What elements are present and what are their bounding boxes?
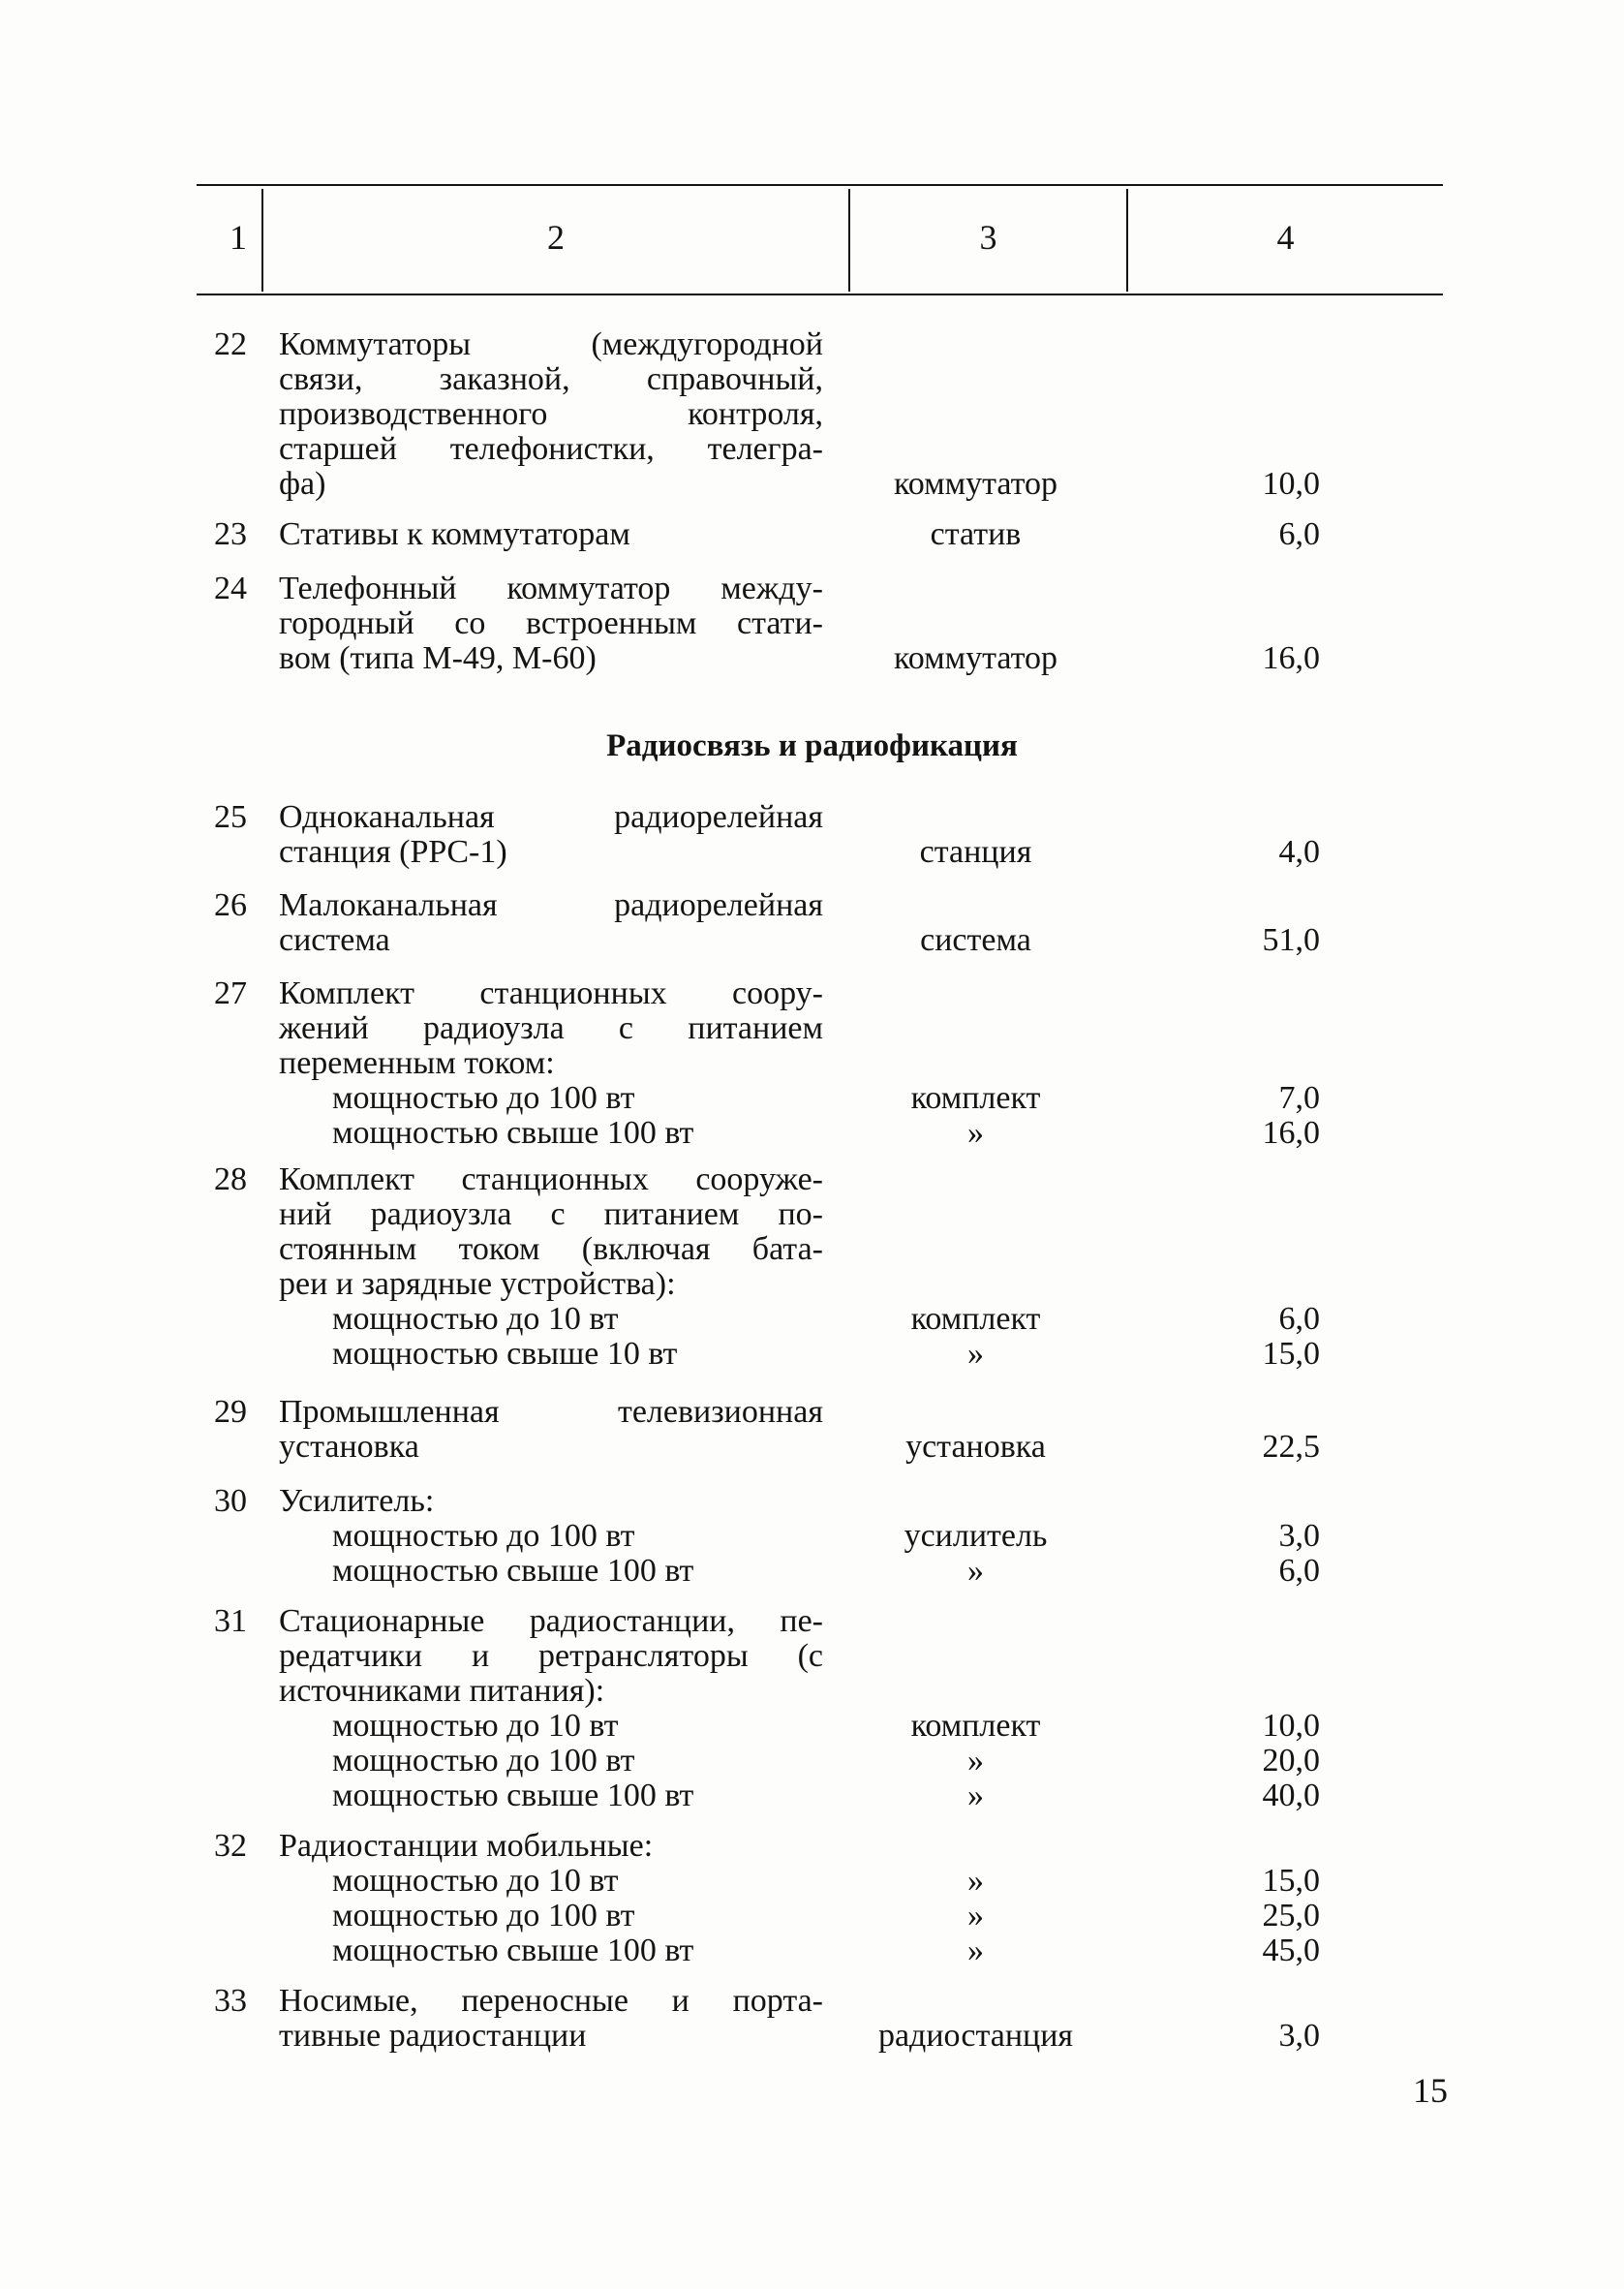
unit-of-measure: комплект (910, 1708, 1041, 1744)
norm-value: 16,0 (1262, 1115, 1320, 1151)
norm-value: 6,0 (1278, 1553, 1320, 1589)
norm-value: 16,0 (1262, 640, 1320, 676)
item-description (279, 1162, 823, 1372)
row-number: 24 (214, 571, 247, 606)
norm-value: 22,5 (1262, 1429, 1320, 1465)
norm-value: 6,0 (1278, 516, 1320, 552)
sub-item-line: мощностью до 100 вт (332, 1743, 635, 1779)
page-number: 15 (1413, 2071, 1448, 2110)
description-line: Промышленная телевизионная (279, 1394, 823, 1430)
item-description (279, 1604, 823, 1813)
unit-of-measure: установка (905, 1429, 1046, 1465)
sub-item-line: мощностью свыше 100 вт (332, 1933, 694, 1968)
item-description (279, 517, 823, 552)
unit-of-measure: » (967, 1336, 984, 1372)
item-description (279, 888, 823, 958)
norm-value: 7,0 (1278, 1080, 1320, 1116)
item-description (279, 1484, 823, 1589)
row-number: 22 (214, 326, 247, 362)
unit-of-measure: усилитель (904, 1518, 1048, 1554)
unit-of-measure: комплект (910, 1080, 1041, 1116)
column-header-3: 3 (979, 218, 997, 257)
unit-of-measure: радиостанция (877, 2018, 1074, 2054)
row-number: 30 (214, 1483, 247, 1519)
row-number: 33 (214, 1983, 247, 2019)
unit-of-measure: комплект (910, 1301, 1041, 1337)
unit-of-measure: » (967, 1933, 984, 1968)
item-description (279, 976, 823, 1151)
unit-of-measure: » (967, 1898, 984, 1933)
sub-item-line: мощностью свыше 100 вт (332, 1778, 694, 1813)
description-line: производственного контроля, (279, 396, 823, 432)
norm-value: 40,0 (1262, 1778, 1320, 1813)
item-description (279, 1829, 823, 1968)
description-line: Стационарные радиостанции, пе- (279, 1603, 823, 1639)
sub-item-line: мощностью до 10 вт (332, 1301, 619, 1337)
unit-of-measure: » (967, 1553, 984, 1589)
item-description (279, 327, 823, 502)
row-number: 28 (214, 1161, 247, 1197)
description-line: переменным током: (279, 1045, 555, 1081)
sub-item-line: мощностью до 10 вт (332, 1863, 619, 1899)
description-line: Одноканальная радиорелейная (279, 799, 823, 835)
norm-value: 51,0 (1262, 922, 1320, 958)
description-line: установка (279, 1429, 419, 1465)
description-line: старшей телефонистки, телегра- (279, 431, 823, 467)
unit-of-measure: коммутатор (893, 466, 1058, 502)
sub-item-line: мощностью свыше 100 вт (332, 1553, 694, 1589)
sub-item-line: мощностью до 100 вт (332, 1898, 635, 1933)
unit-of-measure: » (967, 1743, 984, 1779)
description-line: стоянным током (включая бата- (279, 1231, 823, 1267)
norm-value: 45,0 (1262, 1933, 1320, 1968)
unit-of-measure: коммутатор (893, 640, 1058, 676)
description-line: Усилитель: (279, 1483, 435, 1519)
column-header-4: 4 (1276, 218, 1295, 257)
sub-item-line: мощностью свыше 10 вт (332, 1336, 678, 1372)
row-number: 23 (214, 516, 247, 552)
description-line: вом (типа М-49, М-60) (279, 640, 597, 676)
norm-value: 15,0 (1262, 1336, 1320, 1372)
norm-value: 20,0 (1262, 1743, 1320, 1779)
norm-value: 25,0 (1262, 1898, 1320, 1933)
description-line: Малоканальная радиорелейная (279, 887, 823, 923)
description-line: Комплект станционных соору- (279, 975, 823, 1011)
norm-value: 3,0 (1278, 1518, 1320, 1554)
description-line: Комплект станционных сооруже- (279, 1161, 823, 1197)
unit-of-measure: » (967, 1115, 984, 1151)
norm-value: 3,0 (1278, 2018, 1320, 2054)
norm-value: 10,0 (1262, 1708, 1320, 1744)
description-line: городный со встроенным стати- (279, 605, 823, 641)
unit-of-measure: » (967, 1778, 984, 1813)
description-line: реи и зарядные устройства): (279, 1266, 676, 1302)
description-line: ний радиоузла с питанием по- (279, 1196, 823, 1232)
description-line: Телефонный коммутатор между- (279, 571, 823, 606)
description-line: жений радиоузла с питанием (279, 1010, 823, 1046)
description-line: Стативы к коммутаторам (279, 516, 630, 552)
description-line: источниками питания): (279, 1673, 605, 1709)
row-number: 27 (214, 975, 247, 1011)
column-header-2: 2 (547, 218, 565, 257)
row-number: 31 (214, 1603, 247, 1639)
sub-item-line: мощностью до 10 вт (332, 1708, 619, 1744)
unit-of-measure: станция (919, 834, 1032, 870)
norm-value: 4,0 (1278, 834, 1320, 870)
item-description (279, 1395, 823, 1465)
unit-of-measure: » (967, 1863, 984, 1899)
norm-value: 6,0 (1278, 1301, 1320, 1337)
table-header-top-rule (197, 184, 1443, 186)
description-line: связи, заказной, справочный, (279, 361, 823, 397)
description-line: Коммутаторы (междугородной (279, 326, 823, 362)
unit-of-measure: система (920, 922, 1031, 958)
sub-item-line: мощностью до 100 вт (332, 1080, 635, 1116)
norm-value: 15,0 (1262, 1863, 1320, 1899)
item-description (279, 572, 823, 676)
description-line: фа) (279, 466, 326, 502)
unit-of-measure: статив (930, 516, 1022, 552)
sub-item-line: мощностью до 100 вт (332, 1518, 635, 1554)
column-header-1: 1 (230, 218, 247, 257)
table-header-bottom-rule (197, 294, 1443, 295)
section-title: Радиосвязь и радиофикация (606, 728, 1018, 763)
description-line: Носимые, переносные и порта- (279, 1983, 823, 2019)
description-line: редатчики и ретрансляторы (с (279, 1638, 823, 1674)
row-number: 26 (214, 887, 247, 923)
norm-value: 10,0 (1262, 466, 1320, 502)
description-line: Радиостанции мобильные: (279, 1828, 654, 1864)
description-line: тивные радиостанции (279, 2018, 587, 2054)
row-number: 32 (214, 1828, 247, 1864)
item-description (279, 1984, 823, 2054)
description-line: станция (PPC-1) (279, 834, 507, 870)
row-number: 25 (214, 799, 247, 835)
sub-item-line: мощностью свыше 100 вт (332, 1115, 694, 1151)
description-line: система (279, 922, 390, 958)
row-number: 29 (214, 1394, 247, 1430)
item-description (279, 800, 823, 870)
